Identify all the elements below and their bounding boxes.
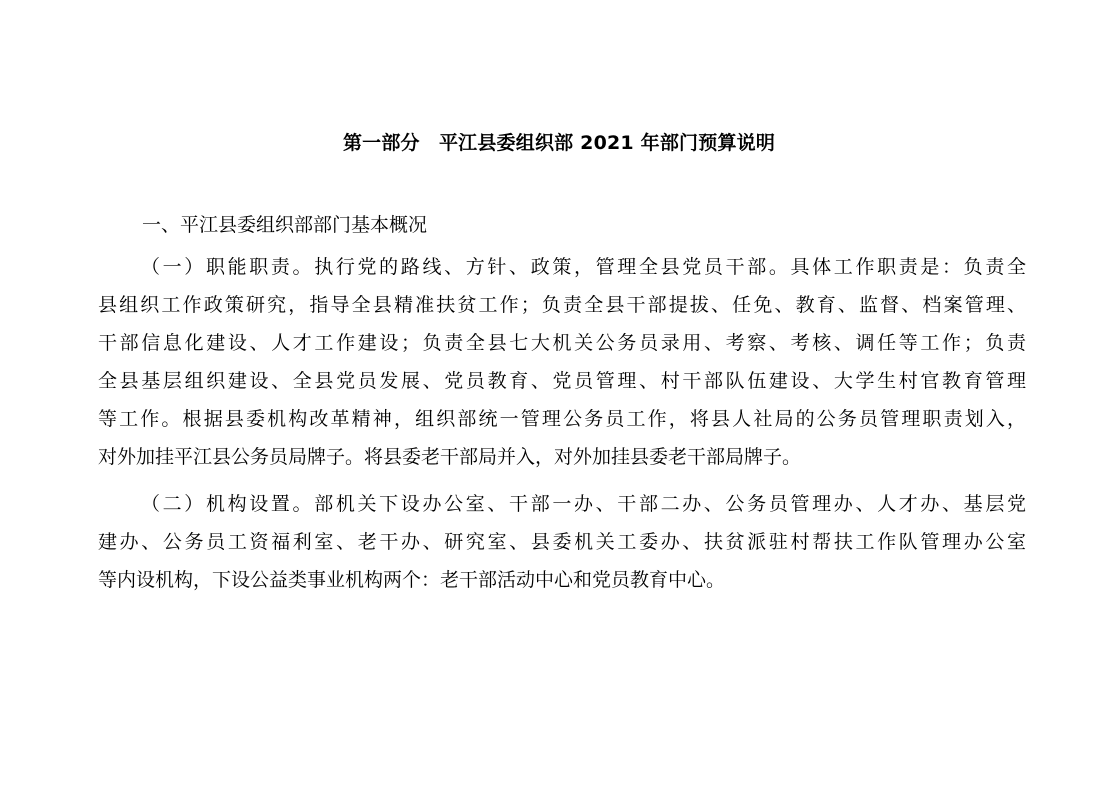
paragraph-line: 全县基层组织建设、全县党员发展、党员教育、党员管理、村干部队伍建设、大学生村官教育管理 [98, 370, 1026, 392]
paragraph-line: （一）职能职责。执行党的路线、方针、政策，管理全县党员干部。具体工作职责是：负责全 [141, 256, 1026, 278]
paragraph-line: 等内设机构，下设公益类事业机构两个：老干部活动中心和党员教育中心。 [98, 569, 726, 591]
paragraph-line: 等工作。根据县委机构改革精神，组织部统一管理公务员工作，将县人社局的公务员管理职责划入， [98, 408, 1026, 430]
paragraph-line: 建办、公务员工资福利室、老干办、研究室、县委机关工委办、扶贫派驻村帮扶工作队管理办公室 [98, 531, 1026, 553]
paragraph-duties [98, 248, 1026, 476]
section-heading: 一、平江县委组织部部门基本概况 [142, 214, 428, 236]
paragraph-line: 干部信息化建设、人才工作建设；负责全县七大机关公务员录用、考察、考核、调任等工作；负责 [98, 332, 1026, 354]
paragraph-line: 县组织工作政策研究，指导全县精准扶贫工作；负责全县干部提拔、任免、教育、监督、档案管理、 [98, 294, 1026, 316]
paragraph-line: （二）机构设置。部机关下设办公室、干部一办、干部二办、公务员管理办、人才办、基层党 [141, 493, 1026, 515]
paragraph-line: 对外加挂平江县公务员局牌子。将县委老干部局并入，对外加挂县委老干部局牌子。 [98, 446, 802, 468]
document-title: 第一部分 平江县委组织部 2021 年部门预算说明 [342, 132, 776, 154]
paragraph-organization [98, 485, 1026, 599]
